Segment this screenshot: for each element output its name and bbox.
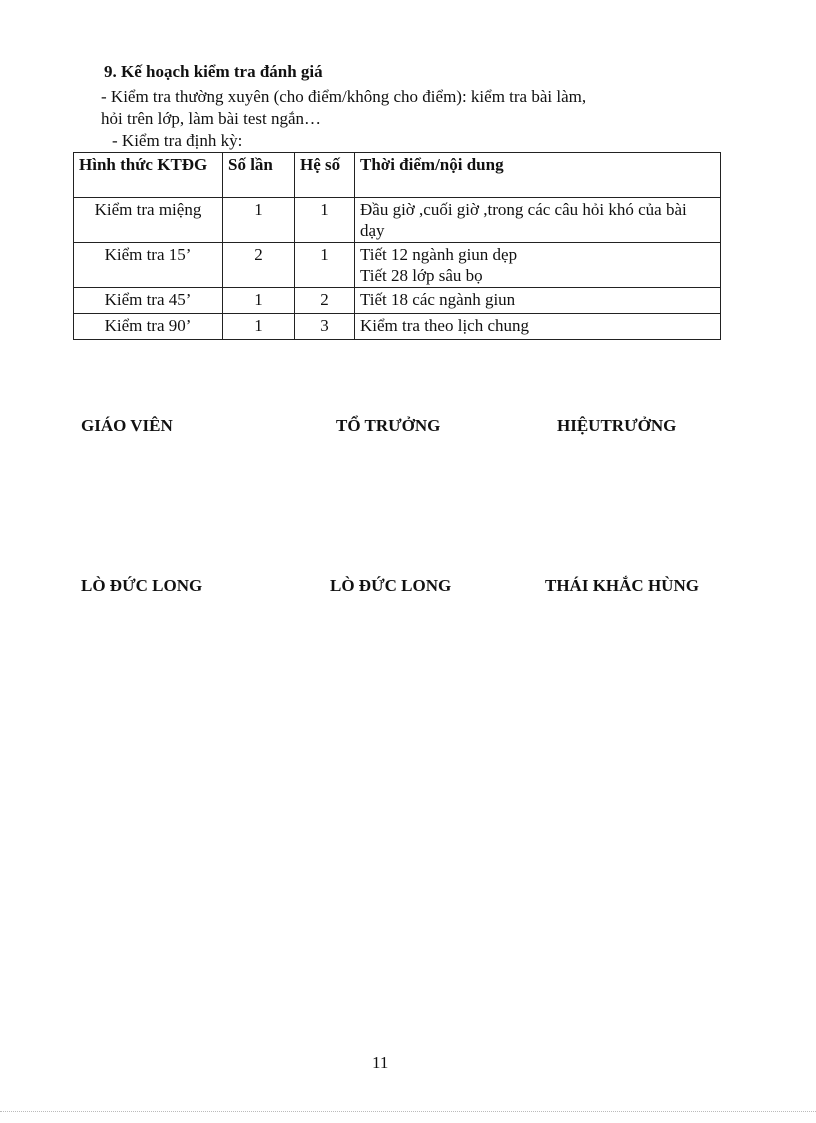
principal-name: THÁI KHẮC HÙNG [545,576,699,595]
page-bottom-divider [0,1111,816,1112]
cell-content [355,243,721,288]
cell-form: Kiểm tra 45’ [74,288,223,314]
header-coefficient: Hệ số [295,153,355,198]
section-heading: 9. Kế hoạch kiểm tra đánh giá [104,62,323,81]
cell-coefficient: 1 [295,198,355,243]
cell-content-line: Đầu giờ ,cuối giờ ,trong các câu hỏi khó của bài dạy [360,200,687,240]
teacher-name: LÒ ĐỨC LONG [81,576,203,595]
cell-content-line: Tiết 12 ngành giun dẹp [360,245,518,264]
table-header-row [74,153,721,198]
cell-content-line: Tiết 18 các ngành giun [360,290,516,309]
table-row [74,288,721,314]
assessment-table [73,152,721,340]
cell-form: Kiểm tra miệng [74,198,223,243]
table-row [74,198,721,243]
cell-content [355,288,721,314]
cell-count: 2 [223,243,295,288]
group-leader-name: LÒ ĐỨC LONG [330,576,452,595]
cell-content [355,314,721,340]
periodic-assessment-label: - Kiểm tra định kỳ: [112,131,243,150]
group-leader-title: TỔ TRƯỞNG [336,416,441,435]
table-row [74,243,721,288]
cell-content [355,198,721,243]
cell-content-line: Tiết 28 lớp sâu bọ [360,266,483,285]
cell-coefficient: 3 [295,314,355,340]
cell-count: 1 [223,198,295,243]
teacher-title: GIÁO VIÊN [81,416,173,435]
cell-form: Kiểm tra 15’ [74,243,223,288]
table-row [74,314,721,340]
page-number: 11 [372,1053,389,1072]
header-form: Hình thức KTĐG [74,153,223,198]
cell-count: 1 [223,314,295,340]
principal-title: HIỆUTRƯỞNG [557,416,677,435]
regular-assessment-line-1: - Kiểm tra thường xuyên (cho điểm/không cho điểm): kiểm tra bài làm, [101,87,587,106]
cell-coefficient: 2 [295,288,355,314]
regular-assessment-line-2: hỏi trên lớp, làm bài test ngắn… [101,109,322,128]
header-count: Số lần [223,153,295,198]
cell-form: Kiểm tra 90’ [74,314,223,340]
cell-count: 1 [223,288,295,314]
cell-content-line: Kiểm tra theo lịch chung [360,316,530,335]
cell-coefficient: 1 [295,243,355,288]
header-content: Thời điểm/nội dung [355,153,721,198]
